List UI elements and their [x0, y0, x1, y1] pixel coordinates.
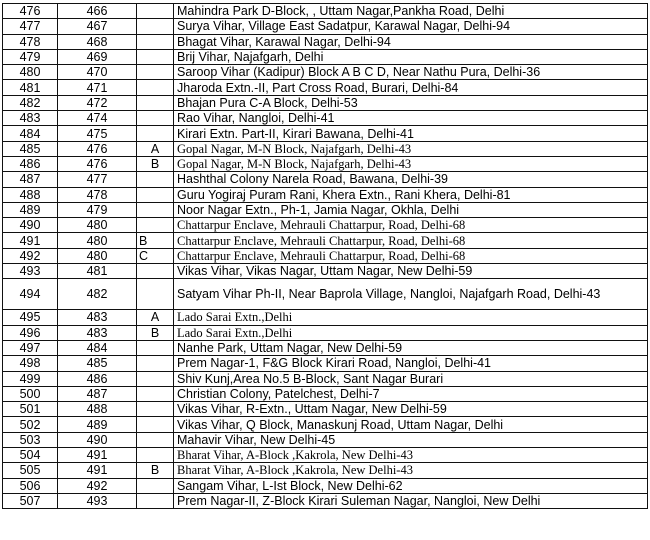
table-row: [3, 248, 648, 263]
suffix-cell: [137, 417, 174, 432]
colony-number-cell: 489: [58, 417, 137, 432]
colony-number-cell: 485: [58, 356, 137, 371]
serial-number-cell: 490: [3, 218, 58, 233]
table-row: [3, 141, 648, 156]
address-cell: Lado Sarai Extn.,Delhi: [174, 310, 648, 325]
serial-number-cell: 476: [3, 4, 58, 19]
table-row: [3, 493, 648, 508]
colony-number-cell: 472: [58, 95, 137, 110]
serial-number-cell: 479: [3, 49, 58, 64]
table-row: [3, 65, 648, 80]
colony-number-cell: 468: [58, 34, 137, 49]
table-row: [3, 432, 648, 447]
suffix-cell: B: [137, 156, 174, 171]
suffix-cell: [137, 340, 174, 355]
table-row: [3, 463, 648, 478]
table-row: [3, 49, 648, 64]
table-row: [3, 156, 648, 171]
suffix-cell: [137, 402, 174, 417]
colony-number-cell: 493: [58, 493, 137, 508]
serial-number-cell: 497: [3, 340, 58, 355]
table-row: [3, 4, 648, 19]
suffix-cell: C: [137, 248, 174, 263]
colony-number-cell: 486: [58, 371, 137, 386]
address-cell: Chattarpur Enclave, Mehrauli Chattarpur, Road, Delhi-68: [174, 233, 648, 248]
serial-number-cell: 488: [3, 187, 58, 202]
suffix-cell: [137, 95, 174, 110]
serial-number-cell: 495: [3, 310, 58, 325]
address-cell: Kirari Extn. Part-II, Kirari Bawana, Delhi-41: [174, 126, 648, 141]
suffix-cell: B: [137, 233, 174, 248]
colony-list-table: [2, 3, 648, 509]
colony-number-cell: 476: [58, 156, 137, 171]
address-cell: Shiv Kunj,Area No.5 B-Block, Sant Nagar Burari: [174, 371, 648, 386]
suffix-cell: [137, 4, 174, 19]
suffix-cell: [137, 202, 174, 217]
serial-number-cell: 486: [3, 156, 58, 171]
colony-number-cell: 484: [58, 340, 137, 355]
suffix-cell: [137, 279, 174, 310]
table-row: [3, 371, 648, 386]
table-row: [3, 202, 648, 217]
serial-number-cell: 500: [3, 386, 58, 401]
colony-number-cell: 467: [58, 19, 137, 34]
address-cell: Bhagat Vihar, Karawal Nagar, Delhi-94: [174, 34, 648, 49]
serial-number-cell: 480: [3, 65, 58, 80]
address-cell: Jharoda Extn.-II, Part Cross Road, Burari, Delhi-84: [174, 80, 648, 95]
suffix-cell: [137, 478, 174, 493]
colony-number-cell: 491: [58, 448, 137, 463]
address-cell: Vikas Vihar, Vikas Nagar, Uttam Nagar, New Delhi-59: [174, 264, 648, 279]
serial-number-cell: 505: [3, 463, 58, 478]
address-cell: Chattarpur Enclave, Mehrauli Chattarpur, Road, Delhi-68: [174, 248, 648, 263]
address-cell: Mahindra Park D-Block, , Uttam Nagar,Pankha Road, Delhi: [174, 4, 648, 19]
suffix-cell: [137, 80, 174, 95]
serial-number-cell: 496: [3, 325, 58, 340]
table-row: [3, 19, 648, 34]
serial-number-cell: 504: [3, 448, 58, 463]
suffix-cell: [137, 448, 174, 463]
table-row: [3, 340, 648, 355]
table-row: [3, 402, 648, 417]
address-cell: Satyam Vihar Ph-II, Near Baprola Village, Nangloi, Najafgarh Road, Delhi-43: [174, 279, 648, 310]
serial-number-cell: 499: [3, 371, 58, 386]
serial-number-cell: 491: [3, 233, 58, 248]
suffix-cell: [137, 126, 174, 141]
colony-number-cell: 476: [58, 141, 137, 156]
suffix-cell: [137, 218, 174, 233]
address-cell: Brij Vihar, Najafgarh, Delhi: [174, 49, 648, 64]
table-body: [3, 4, 648, 509]
address-cell: Guru Yogiraj Puram Rani, Khera Extn., Rani Khera, Delhi-81: [174, 187, 648, 202]
address-cell: Bharat Vihar, A-Block ,Kakrola, New Delhi-43: [174, 448, 648, 463]
serial-number-cell: 506: [3, 478, 58, 493]
table-row: [3, 417, 648, 432]
serial-number-cell: 485: [3, 141, 58, 156]
table-row: [3, 478, 648, 493]
colony-number-cell: 470: [58, 65, 137, 80]
colony-number-cell: 477: [58, 172, 137, 187]
colony-number-cell: 466: [58, 4, 137, 19]
table-row: [3, 187, 648, 202]
colony-number-cell: 480: [58, 233, 137, 248]
colony-number-cell: 475: [58, 126, 137, 141]
address-cell: Noor Nagar Extn., Ph-1, Jamia Nagar, Okhla, Delhi: [174, 202, 648, 217]
address-cell: Bharat Vihar, A-Block ,Kakrola, New Delhi-43: [174, 463, 648, 478]
suffix-cell: [137, 386, 174, 401]
table-row: [3, 126, 648, 141]
serial-number-cell: 487: [3, 172, 58, 187]
suffix-cell: B: [137, 463, 174, 478]
suffix-cell: [137, 34, 174, 49]
suffix-cell: [137, 493, 174, 508]
table-row: [3, 218, 648, 233]
serial-number-cell: 498: [3, 356, 58, 371]
address-cell: Vikas Vihar, R-Extn., Uttam Nagar, New Delhi-59: [174, 402, 648, 417]
address-cell: Christian Colony, Patelchest, Delhi-7: [174, 386, 648, 401]
address-cell: Mahavir Vihar, New Delhi-45: [174, 432, 648, 447]
serial-number-cell: 502: [3, 417, 58, 432]
table-row: [3, 111, 648, 126]
suffix-cell: [137, 264, 174, 279]
serial-number-cell: 481: [3, 80, 58, 95]
colony-number-cell: 481: [58, 264, 137, 279]
serial-number-cell: 493: [3, 264, 58, 279]
colony-number-cell: 471: [58, 80, 137, 95]
suffix-cell: A: [137, 141, 174, 156]
address-cell: Prem Nagar-II, Z-Block Kirari Suleman Nagar, Nangloi, New Delhi: [174, 493, 648, 508]
suffix-cell: [137, 19, 174, 34]
table-row: [3, 448, 648, 463]
suffix-cell: [137, 65, 174, 80]
address-cell: Hashthal Colony Narela Road, Bawana, Delhi-39: [174, 172, 648, 187]
table-row: [3, 80, 648, 95]
address-cell: Lado Sarai Extn.,Delhi: [174, 325, 648, 340]
suffix-cell: [137, 432, 174, 447]
colony-number-cell: 474: [58, 111, 137, 126]
table-row: [3, 279, 648, 310]
table-row: [3, 310, 648, 325]
address-cell: Rao Vihar, Nangloi, Delhi-41: [174, 111, 648, 126]
table-row: [3, 34, 648, 49]
serial-number-cell: 492: [3, 248, 58, 263]
serial-number-cell: 484: [3, 126, 58, 141]
address-cell: Surya Vihar, Village East Sadatpur, Karawal Nagar, Delhi-94: [174, 19, 648, 34]
address-cell: Gopal Nagar, M-N Block, Najafgarh, Delhi-43: [174, 141, 648, 156]
address-cell: Sangam Vihar, L-Ist Block, New Delhi-62: [174, 478, 648, 493]
suffix-cell: [137, 111, 174, 126]
address-cell: Prem Nagar-1, F&G Block Kirari Road, Nangloi, Delhi-41: [174, 356, 648, 371]
address-cell: Bhajan Pura C-A Block, Delhi-53: [174, 95, 648, 110]
colony-number-cell: 488: [58, 402, 137, 417]
table-row: [3, 356, 648, 371]
suffix-cell: [137, 172, 174, 187]
address-cell: Saroop Vihar (Kadipur) Block A B C D, Near Nathu Pura, Delhi-36: [174, 65, 648, 80]
serial-number-cell: 494: [3, 279, 58, 310]
colony-number-cell: 491: [58, 463, 137, 478]
serial-number-cell: 483: [3, 111, 58, 126]
colony-number-cell: 487: [58, 386, 137, 401]
address-cell: Nanhe Park, Uttam Nagar, New Delhi-59: [174, 340, 648, 355]
table-row: [3, 233, 648, 248]
colony-number-cell: 469: [58, 49, 137, 64]
colony-number-cell: 490: [58, 432, 137, 447]
colony-number-cell: 492: [58, 478, 137, 493]
table-row: [3, 95, 648, 110]
table-row: [3, 386, 648, 401]
colony-number-cell: 480: [58, 218, 137, 233]
serial-number-cell: 477: [3, 19, 58, 34]
serial-number-cell: 489: [3, 202, 58, 217]
suffix-cell: [137, 356, 174, 371]
colony-number-cell: 483: [58, 325, 137, 340]
serial-number-cell: 507: [3, 493, 58, 508]
colony-number-cell: 480: [58, 248, 137, 263]
colony-number-cell: 479: [58, 202, 137, 217]
suffix-cell: A: [137, 310, 174, 325]
colony-number-cell: 478: [58, 187, 137, 202]
address-cell: Gopal Nagar, M-N Block, Najafgarh, Delhi-43: [174, 156, 648, 171]
address-cell: Vikas Vihar, Q Block, Manaskunj Road, Uttam Nagar, Delhi: [174, 417, 648, 432]
suffix-cell: [137, 371, 174, 386]
table-row: [3, 325, 648, 340]
table-row: [3, 172, 648, 187]
table-row: [3, 264, 648, 279]
serial-number-cell: 482: [3, 95, 58, 110]
serial-number-cell: 503: [3, 432, 58, 447]
suffix-cell: B: [137, 325, 174, 340]
colony-number-cell: 483: [58, 310, 137, 325]
serial-number-cell: 478: [3, 34, 58, 49]
suffix-cell: [137, 187, 174, 202]
address-cell: Chattarpur Enclave, Mehrauli Chattarpur, Road, Delhi-68: [174, 218, 648, 233]
suffix-cell: [137, 49, 174, 64]
colony-number-cell: 482: [58, 279, 137, 310]
serial-number-cell: 501: [3, 402, 58, 417]
